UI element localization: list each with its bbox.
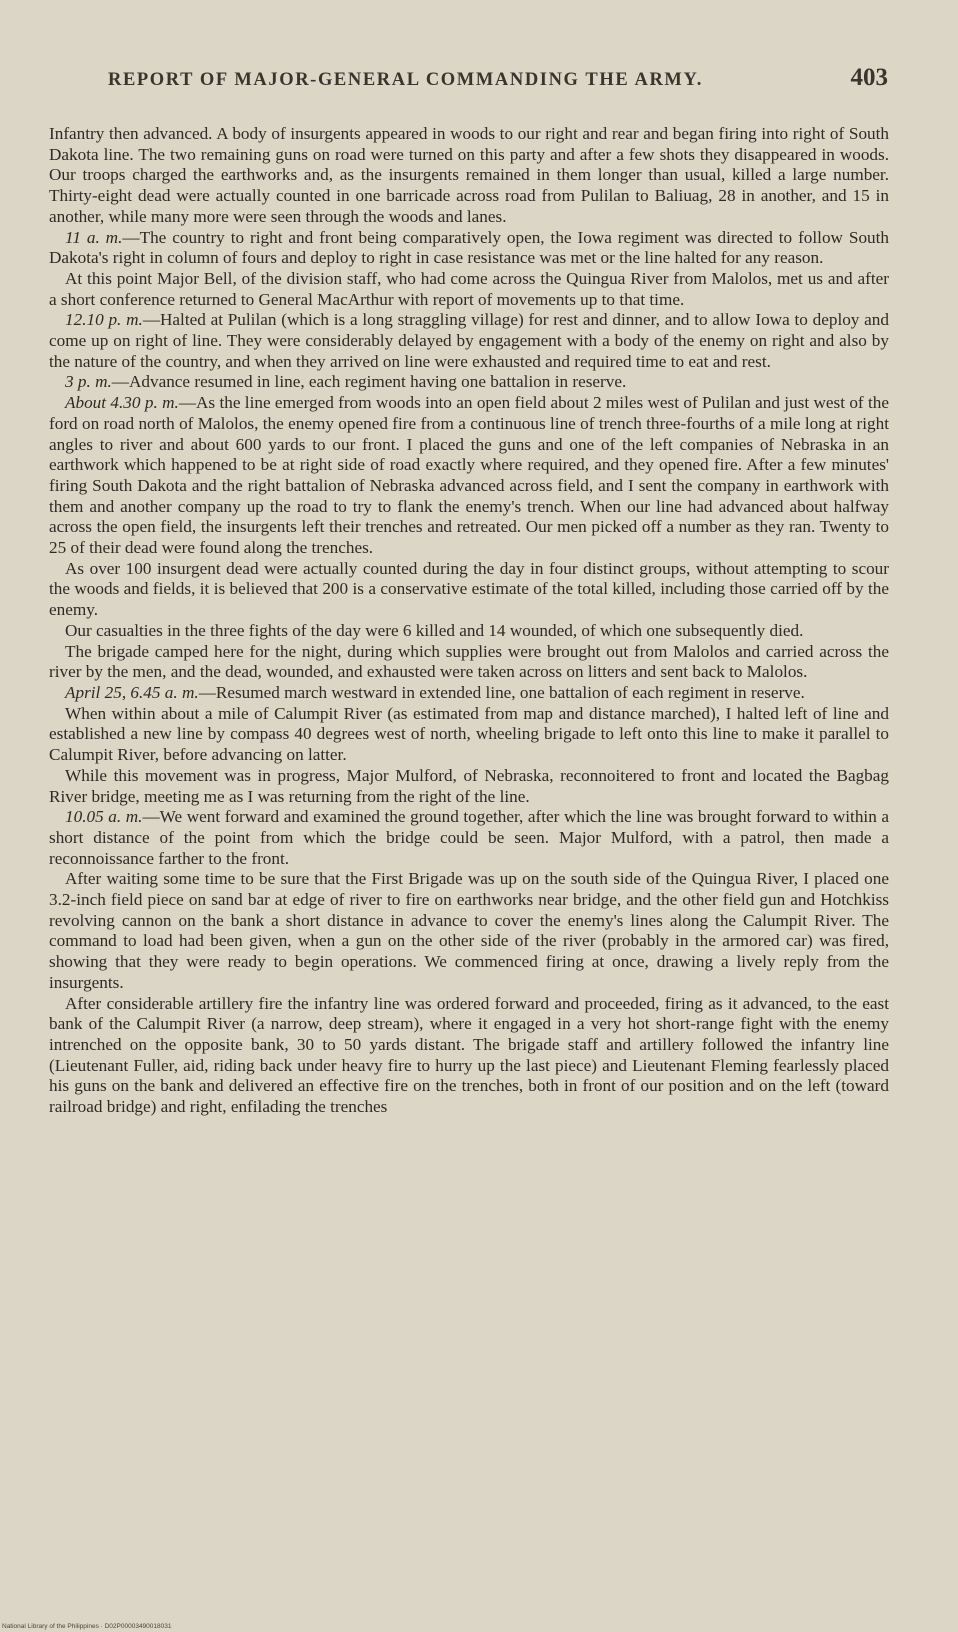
paragraph bbox=[49, 310, 889, 372]
paragraph-lead: April 25, 6.45 a. m. bbox=[65, 682, 199, 702]
paragraph-lead: 12.10 p. m. bbox=[65, 310, 143, 330]
scan-credit: National Library of the Philippines · D02P00003490018031 bbox=[2, 1623, 172, 1630]
paragraph bbox=[49, 269, 889, 310]
running-head: REPORT OF MAJOR-GENERAL COMMANDING THE ARMY. bbox=[108, 70, 703, 90]
paragraph-text: While this movement was in progress, Major Mulford, of Nebraska, reconnoitered to front and located the Bagbag River bridge, meeting me as I was returning from the right of the line. bbox=[49, 765, 889, 806]
paragraph bbox=[49, 228, 889, 269]
paragraph bbox=[49, 124, 889, 228]
paragraph-lead: 11 a. m. bbox=[65, 227, 123, 247]
paragraph bbox=[49, 393, 889, 559]
paragraph bbox=[49, 642, 889, 683]
paragraph-text: As over 100 insurgent dead were actually counted during the day in four distinct groups, without attempting to scour the woods and fields, it is believed that 200 is a conservative estimate of the total killed, including those carried off by the enemy. bbox=[49, 558, 889, 620]
paragraph-text: After considerable artillery fire the infantry line was ordered forward and proceeded, firing as it advanced, to the east bank of the Calumpit River (a narrow, deep stream), where it engaged in a very hot short-range fight with the enemy intrenched on the opposite bank, 30 to 50 yards distant. The brigade staff and artillery followed the infantry line (Lieutenant Fuller, aid, riding back under heavy fire to hurry up the last piece) and Lieutenant Fleming fearlessly placed his guns on the bank and delivered an effective fire on the trenches, both in front of our position and on the left (toward railroad bridge) and right, enfilading the trenches bbox=[49, 993, 889, 1117]
paragraph-text: At this point Major Bell, of the division staff, who had come across the Quingua River from Malolos, met us and after a short conference returned to General MacArthur with report of movements up to that time. bbox=[49, 268, 889, 309]
paragraph-lead: 10.05 a. m. bbox=[65, 807, 143, 827]
paragraph-text: When within about a mile of Calumpit River (as estimated from map and distance marched), I halted left of line and established a new line by compass 40 degrees west of north, wheeling brigade to left onto this line to make it parallel to Calumpit River, before advancing on latter. bbox=[49, 703, 889, 765]
paragraph bbox=[49, 683, 889, 704]
paragraph-text: Our casualties in the three fights of the day were 6 killed and 14 wounded, of which one subsequently died. bbox=[65, 620, 804, 640]
paragraph bbox=[49, 807, 889, 869]
paragraph bbox=[49, 869, 889, 993]
paragraph-text: Infantry then advanced. A body of insurgents appeared in woods to our right and rear and began firing into right of South Dakota line. The two remaining guns on road were turned on this party and after a few shots they disappeared in woods. Our troops charged the earthworks and, as the insurgents remained in them longer than usual, killed a large number. Thirty-eight dead were actually counted in one barricade across road from Pulilan to Baliuag, 28 in another, and 15 in another, while many more were seen through the woods and lanes. bbox=[49, 124, 889, 226]
paragraph-text: —The country to right and front being comparatively open, the Iowa regiment was directed to follow South Dakota's right in column of fours and deploy to right in case resistance was met or the line halted for any reason. bbox=[49, 227, 890, 268]
paragraph-text: —We went forward and examined the ground together, after which the line was brought forward to within a short distance of the point from which the bridge could be seen. Major Mulford, with a patrol, then made a reconnoissance farther to the front. bbox=[49, 807, 890, 868]
paragraph bbox=[49, 621, 889, 642]
paragraph bbox=[49, 994, 889, 1118]
paragraph bbox=[49, 559, 889, 621]
page-number: 403 bbox=[850, 64, 888, 91]
paragraph bbox=[49, 372, 889, 393]
body-text bbox=[49, 124, 889, 1118]
paragraph-text: —As the line emerged from woods into an open field about 2 miles west of Pulilan and just west of the ford on road north of Malolos, the enemy opened fire from a continuous line of trench three-fourths of a mile long at right angles to river and about 600 yards to our front. I placed the guns and one of the left companies of Nebraska in an earthwork which happened to be at right side of road exactly where required, and they opened fire. After a few minutes' firing South Dakota and the right battalion of Nebraska advanced across field, and I sent the company in earthwork with them and another company up the road to try to flank the enemy's trench. When our line had advanced about halfway across the open field, the insurgents left their trenches and retreated. Our men picked off a number as they ran. Twenty to 25 of their dead were found along the trenches. bbox=[49, 393, 889, 558]
paragraph bbox=[49, 704, 889, 766]
paragraph-text: —Resumed march westward in extended line, one battalion of each regiment in reserve. bbox=[198, 682, 805, 702]
page-header bbox=[108, 64, 888, 92]
paragraph-lead: About 4.30 p. m. bbox=[65, 393, 179, 413]
paragraph-text: —Halted at Pulilan (which is a long straggling village) for rest and dinner, and to allow Iowa to deploy and come up on right of line. They were considerably delayed by engagement with a body of the enemy on right and also by the nature of the country, and when they arrived on line were exhausted and required time to eat and rest. bbox=[49, 310, 889, 371]
paragraph bbox=[49, 766, 889, 807]
paragraph-text: —Advance resumed in line, each regiment having one battalion in reserve. bbox=[111, 372, 627, 392]
paragraph-text: The brigade camped here for the night, during which supplies were brought out from Malolos and carried across the river by the men, and the dead, wounded, and exhausted were taken across on litters and sent back to Malolos. bbox=[49, 641, 889, 682]
paragraph-text: After waiting some time to be sure that the First Brigade was up on the south side of the Quingua River, I placed one 3.2-inch field piece on sand bar at edge of river to fire on earthworks near bridge, and the other field gun and Hotchkiss revolving cannon on the bank a short distance in advance to cover the enemy's lines along the Calumpit River. The command to load had been given, when a gun on the other side of the river (probably in the armored car) was fired, showing that they were ready to begin operations. We commenced firing at once, drawing a lively reply from the insurgents. bbox=[49, 869, 889, 992]
paragraph-lead: 3 p. m. bbox=[65, 372, 112, 392]
